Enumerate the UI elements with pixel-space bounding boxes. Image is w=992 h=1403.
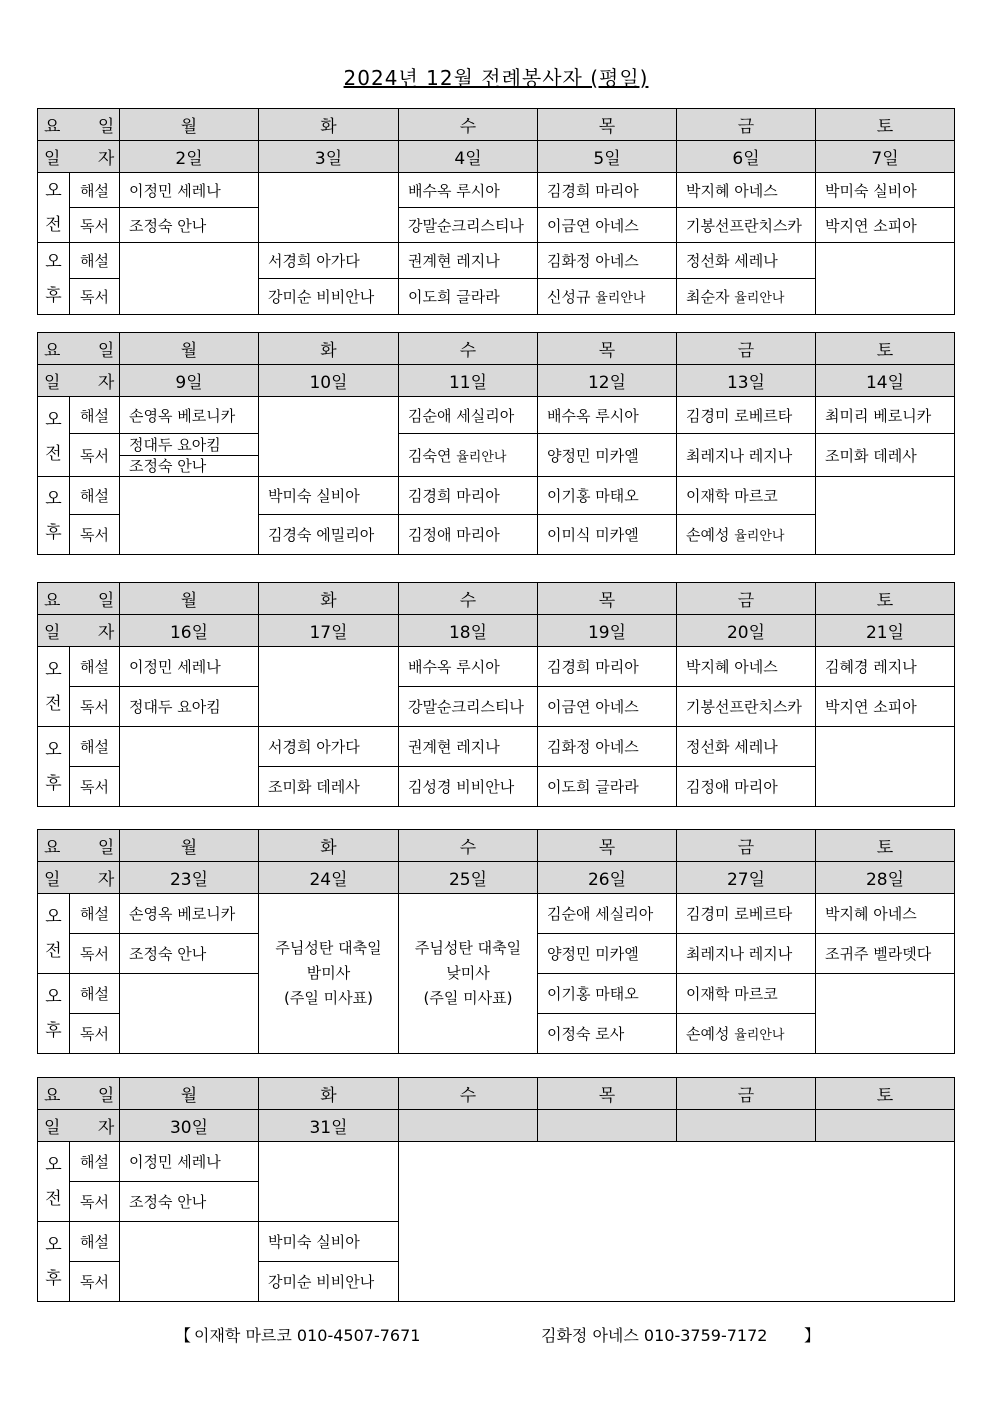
empty-cell xyxy=(120,727,259,807)
am-session-label xyxy=(38,397,70,477)
am-label-bottom: 전 xyxy=(45,1188,62,1209)
weekday-label-text: 요 일 xyxy=(44,838,131,858)
volunteer-cell xyxy=(259,515,399,555)
am-label-top: 오 xyxy=(45,1154,62,1175)
date-cell: 6일 xyxy=(677,141,816,173)
weekday-header: 수 xyxy=(399,1078,538,1110)
reading-label: 독서 xyxy=(70,208,120,243)
commentary-label: 해설 xyxy=(70,1222,120,1262)
reading-label: 독서 xyxy=(70,687,120,727)
volunteer-cell: 최미리 베로니카 xyxy=(816,397,955,434)
weekday-header: 화 xyxy=(259,333,399,365)
volunteer-name: 최순자 율리안나 xyxy=(686,288,785,306)
volunteer-cell-split xyxy=(120,434,259,477)
empty-cell xyxy=(816,243,955,315)
date-label-text: 일 자 xyxy=(44,149,131,169)
volunteer-cell xyxy=(259,767,399,807)
commentary-label: 해설 xyxy=(70,173,120,208)
volunteer-cell: 배수옥 루시아 xyxy=(399,647,538,687)
pm-label-top: 오 xyxy=(45,986,62,1007)
volunteer-cell: 박미숙 실비아 xyxy=(816,173,955,208)
volunteer-cell: 박지혜 아네스 xyxy=(677,173,816,208)
volunteer-name: 조미화 데레사 xyxy=(825,446,917,465)
volunteer-cell xyxy=(677,934,816,974)
volunteer-cell: 김경희 마리아 xyxy=(538,173,677,208)
volunteer-cell: 이기홍 마태오 xyxy=(538,974,677,1014)
christmas-mass-cell xyxy=(259,894,399,1054)
reading-label: 독서 xyxy=(70,934,120,974)
am-label-bottom: 전 xyxy=(45,940,62,961)
reading-label: 독서 xyxy=(70,767,120,807)
volunteer-cell: 서경희 아가다 xyxy=(259,727,399,767)
pm-session-label xyxy=(38,1222,70,1302)
reading-label: 독서 xyxy=(70,1014,120,1054)
volunteer-cell xyxy=(399,434,538,477)
volunteer-cell: 이정민 세레나 xyxy=(120,647,259,687)
volunteer-name: 양정민 미카엘 xyxy=(547,446,639,465)
weekday-header: 목 xyxy=(538,830,677,862)
pm-label-top: 오 xyxy=(45,251,62,272)
date-cell: 14일 xyxy=(816,365,955,397)
empty-cell xyxy=(120,1222,259,1302)
volunteer-cell: 김화정 아네스 xyxy=(538,243,677,279)
date-cell: 2일 xyxy=(120,141,259,173)
weekday-header: 토 xyxy=(816,583,955,615)
volunteer-cell xyxy=(538,687,677,727)
volunteer-cell xyxy=(538,1014,677,1054)
weekday-header: 월 xyxy=(120,583,259,615)
commentary-label: 해설 xyxy=(70,727,120,767)
weekday-header: 금 xyxy=(677,583,816,615)
pm-session-label xyxy=(38,477,70,555)
volunteer-cell xyxy=(538,934,677,974)
volunteer-cell xyxy=(538,279,677,315)
volunteer-cell: 김혜경 레지나 xyxy=(816,647,955,687)
christmas-mass-cell xyxy=(399,894,538,1054)
volunteer-cell: 정선화 세레나 xyxy=(677,243,816,279)
weekday-header: 목 xyxy=(538,1078,677,1110)
volunteer-name: 박지연 소피아 xyxy=(825,698,917,716)
date-cell xyxy=(816,1110,955,1142)
volunteer-cell: 김경희 마리아 xyxy=(399,477,538,515)
date-cell: 26일 xyxy=(538,862,677,894)
commentary-label: 해설 xyxy=(70,974,120,1014)
weekday-header: 화 xyxy=(259,1078,399,1110)
volunteer-cell: 손영옥 베로니카 xyxy=(120,894,259,934)
volunteer-cell: 김화정 아네스 xyxy=(538,727,677,767)
volunteer-cell: 서경희 아가다 xyxy=(259,243,399,279)
date-label xyxy=(38,862,131,894)
pm-session-label xyxy=(38,974,70,1054)
weekday-label-text: 요 일 xyxy=(44,1086,131,1106)
date-cell: 28일 xyxy=(816,862,955,894)
weekday-header: 화 xyxy=(259,109,399,141)
volunteer-name: 손예성 율리안나 xyxy=(686,526,785,544)
commentary-label: 해설 xyxy=(70,243,120,279)
footer-contact-1: 이재학 마르코 010-4507-7671 xyxy=(194,1326,421,1345)
weekday-label xyxy=(38,583,131,615)
am-session-label xyxy=(38,894,70,974)
date-label-text: 일 자 xyxy=(44,373,131,393)
volunteer-name: 강말순크리스티나 xyxy=(408,698,524,716)
weekday-header: 금 xyxy=(677,109,816,141)
date-cell: 21일 xyxy=(816,615,955,647)
am-session-label xyxy=(38,173,70,243)
reading-label: 독서 xyxy=(70,279,120,315)
footer-close-bracket: 】 xyxy=(804,1326,821,1345)
volunteer-cell xyxy=(538,767,677,807)
empty-cell xyxy=(816,477,955,555)
date-cell: 18일 xyxy=(399,615,538,647)
weekday-header: 토 xyxy=(816,1078,955,1110)
date-cell: 11일 xyxy=(399,365,538,397)
reading-label: 독서 xyxy=(70,1262,120,1302)
date-cell xyxy=(677,1110,816,1142)
footer-contact-2: 김화정 아네스 010-3759-7172 xyxy=(541,1326,768,1345)
special-line: (주일 미사표) xyxy=(284,989,373,1007)
date-cell: 31일 xyxy=(259,1110,399,1142)
commentary-label: 해설 xyxy=(70,477,120,515)
weekday-label xyxy=(38,1078,131,1110)
weekday-header: 목 xyxy=(538,333,677,365)
volunteer-name: 김성경 비비안나 xyxy=(408,778,515,796)
volunteer-cell xyxy=(538,208,677,243)
commentary-label: 해설 xyxy=(70,397,120,434)
weekday-header: 월 xyxy=(120,830,259,862)
volunteer-name: 이금연 아네스 xyxy=(547,698,639,716)
volunteer-name: 조정숙 안나 xyxy=(129,456,207,475)
volunteer-cell: 이재학 마르코 xyxy=(677,477,816,515)
volunteer-name: 양정민 미카엘 xyxy=(547,945,639,963)
date-cell: 17일 xyxy=(259,615,399,647)
empty-cell xyxy=(259,397,399,477)
weekday-header: 수 xyxy=(399,830,538,862)
commentary-label: 해설 xyxy=(70,894,120,934)
volunteer-cell: 강미순 비비안나 xyxy=(259,1262,399,1302)
volunteer-name: 김정애 마리아 xyxy=(408,526,500,544)
date-cell: 25일 xyxy=(399,862,538,894)
volunteer-name: 조귀주 벨라뎃다 xyxy=(825,945,932,963)
volunteer-cell xyxy=(399,515,538,555)
volunteer-cell xyxy=(120,687,259,727)
volunteer-name: 이금연 아네스 xyxy=(547,216,639,235)
volunteer-cell xyxy=(677,208,816,243)
date-cell: 24일 xyxy=(259,862,399,894)
volunteer-name: 조정숙 안나 xyxy=(129,216,207,235)
weekday-header: 목 xyxy=(538,583,677,615)
schedule-week-1 xyxy=(37,108,955,315)
volunteer-cell: 배수옥 루시아 xyxy=(399,173,538,208)
weekday-header: 토 xyxy=(816,333,955,365)
volunteer-cell xyxy=(677,687,816,727)
volunteer-name: 이정숙 로사 xyxy=(547,1025,625,1043)
volunteer-name: 정대두 요아킴 xyxy=(129,698,221,716)
date-cell: 13일 xyxy=(677,365,816,397)
volunteer-cell: 이정민 세레나 xyxy=(120,173,259,208)
volunteer-name: 강말순크리스티나 xyxy=(408,216,524,235)
volunteer-name: 이도희 글라라 xyxy=(547,778,639,796)
weekday-header: 금 xyxy=(677,830,816,862)
reading-label: 독서 xyxy=(70,515,120,555)
volunteer-name: 박지연 소피아 xyxy=(825,216,917,235)
weekday-header: 화 xyxy=(259,830,399,862)
volunteer-cell: 박지혜 아네스 xyxy=(677,647,816,687)
volunteer-name: 기봉선프란치스카 xyxy=(686,216,802,235)
footer-open-bracket: 【 xyxy=(175,1326,192,1345)
am-label-top: 오 xyxy=(45,659,62,680)
special-line: 낮미사 xyxy=(446,964,490,982)
volunteer-cell xyxy=(677,279,816,315)
page-title: 2024년 12월 전례봉사자 (평일) xyxy=(343,66,649,90)
empty-block xyxy=(399,1142,955,1302)
volunteer-name: 신성규 율리안나 xyxy=(547,288,646,306)
empty-cell xyxy=(259,1142,399,1222)
volunteer-name: 강미순 비비안나 xyxy=(268,288,375,306)
volunteer-name: 이도희 글라라 xyxy=(408,288,500,306)
volunteer-cell: 정선화 세레나 xyxy=(677,727,816,767)
volunteer-name: 정대두 요아킴 xyxy=(129,435,221,454)
weekday-header: 수 xyxy=(399,583,538,615)
volunteer-cell: 박미숙 실비아 xyxy=(259,477,399,515)
volunteer-cell: 박미숙 실비아 xyxy=(259,1222,399,1262)
volunteer-cell: 권계현 레지나 xyxy=(399,243,538,279)
pm-label-top: 오 xyxy=(45,1234,62,1255)
weekday-header: 토 xyxy=(816,830,955,862)
volunteer-name: 조정숙 안나 xyxy=(129,945,207,963)
volunteer-cell xyxy=(816,934,955,974)
weekday-header: 월 xyxy=(120,1078,259,1110)
weekday-header: 수 xyxy=(399,333,538,365)
weekday-header: 금 xyxy=(677,1078,816,1110)
commentary-label: 해설 xyxy=(70,1142,120,1182)
weekday-label-text: 요 일 xyxy=(44,591,131,611)
date-cell: 27일 xyxy=(677,862,816,894)
empty-cell xyxy=(120,974,259,1054)
weekday-header: 목 xyxy=(538,109,677,141)
date-cell: 4일 xyxy=(399,141,538,173)
volunteer-cell xyxy=(677,1014,816,1054)
volunteer-name: 최레지나 레지나 xyxy=(686,945,793,963)
date-cell xyxy=(399,1110,538,1142)
commentary-label: 해설 xyxy=(70,647,120,687)
special-line: (주일 미사표) xyxy=(423,989,513,1007)
am-session-label xyxy=(38,1142,70,1222)
weekday-header: 금 xyxy=(677,333,816,365)
pm-label-bottom: 후 xyxy=(45,285,62,306)
am-label-bottom: 전 xyxy=(45,443,62,464)
empty-cell xyxy=(816,727,955,807)
empty-cell xyxy=(259,647,399,727)
volunteer-cell xyxy=(120,934,259,974)
special-line: 주님성탄 대축일 xyxy=(414,939,522,957)
volunteer-cell: 김경희 마리아 xyxy=(538,647,677,687)
volunteer-cell xyxy=(538,515,677,555)
date-cell: 16일 xyxy=(120,615,259,647)
schedule-week-4 xyxy=(37,829,955,1054)
volunteer-cell xyxy=(399,687,538,727)
weekday-label xyxy=(38,333,131,365)
schedule-week-5 xyxy=(37,1077,955,1302)
weekday-label-text: 요 일 xyxy=(44,117,131,137)
pm-label-bottom: 후 xyxy=(45,1020,62,1041)
volunteer-name: 김정애 마리아 xyxy=(686,778,778,796)
weekday-label-text: 요 일 xyxy=(44,341,131,361)
pm-label-bottom: 후 xyxy=(45,773,62,794)
reading-label: 독서 xyxy=(70,1182,120,1222)
volunteer-cell xyxy=(677,434,816,477)
date-label xyxy=(38,365,131,397)
volunteer-cell: 김경미 로베르타 xyxy=(677,894,816,934)
empty-cell xyxy=(120,477,259,555)
weekday-header: 수 xyxy=(399,109,538,141)
volunteer-cell xyxy=(816,687,955,727)
weekday-header: 화 xyxy=(259,583,399,615)
date-cell: 19일 xyxy=(538,615,677,647)
volunteer-cell: 조정숙 안나 xyxy=(120,1182,259,1222)
date-cell: 3일 xyxy=(259,141,399,173)
am-label-top: 오 xyxy=(45,409,62,430)
weekday-header: 월 xyxy=(120,333,259,365)
weekday-label xyxy=(38,109,131,141)
volunteer-cell: 이기홍 마태오 xyxy=(538,477,677,515)
date-cell: 9일 xyxy=(120,365,259,397)
date-label-text: 일 자 xyxy=(44,870,131,890)
date-label xyxy=(38,615,131,647)
volunteer-cell: 배수옥 루시아 xyxy=(538,397,677,434)
volunteer-cell xyxy=(677,515,816,555)
volunteer-cell: 권계현 레지나 xyxy=(399,727,538,767)
volunteer-cell: 박지혜 아네스 xyxy=(816,894,955,934)
volunteer-cell xyxy=(677,767,816,807)
date-cell xyxy=(538,1110,677,1142)
volunteer-cell xyxy=(399,279,538,315)
special-line: 주님성탄 대축일 xyxy=(275,939,382,957)
volunteer-cell xyxy=(259,279,399,315)
date-cell: 23일 xyxy=(120,862,259,894)
volunteer-cell xyxy=(120,208,259,243)
volunteer-cell: 손영옥 베로니카 xyxy=(120,397,259,434)
date-cell: 5일 xyxy=(538,141,677,173)
volunteer-name: 조미화 데레사 xyxy=(268,778,360,796)
volunteer-cell: 김순애 세실리아 xyxy=(399,397,538,434)
pm-label-top: 오 xyxy=(45,739,62,760)
pm-label-top: 오 xyxy=(45,488,62,509)
am-label-top: 오 xyxy=(45,906,62,927)
am-label-bottom: 전 xyxy=(45,214,62,235)
volunteer-name: 김숙연 율리안나 xyxy=(408,446,507,465)
weekday-label xyxy=(38,830,131,862)
date-label-text: 일 자 xyxy=(44,623,131,643)
date-cell: 10일 xyxy=(259,365,399,397)
volunteer-name: 최레지나 레지나 xyxy=(686,446,793,465)
volunteer-name: 이미식 미카엘 xyxy=(547,526,639,544)
am-label-bottom: 전 xyxy=(45,693,62,714)
volunteer-cell: 이정민 세레나 xyxy=(120,1142,259,1182)
empty-cell xyxy=(120,243,259,315)
volunteer-cell xyxy=(538,434,677,477)
volunteer-name: 기봉선프란치스카 xyxy=(686,698,802,716)
date-cell: 12일 xyxy=(538,365,677,397)
reading-label: 독서 xyxy=(70,434,120,477)
volunteer-name: 손예성 율리안나 xyxy=(686,1025,785,1043)
date-label-text: 일 자 xyxy=(44,1118,131,1138)
volunteer-cell: 김경미 로베르타 xyxy=(677,397,816,434)
volunteer-cell: 김순애 세실리아 xyxy=(538,894,677,934)
schedule-week-3 xyxy=(37,582,955,807)
date-cell: 30일 xyxy=(120,1110,259,1142)
pm-label-bottom: 후 xyxy=(45,1268,62,1289)
schedule-week-2 xyxy=(37,332,955,555)
empty-cell xyxy=(259,173,399,243)
volunteer-cell xyxy=(816,434,955,477)
date-label xyxy=(38,1110,131,1142)
weekday-header: 월 xyxy=(120,109,259,141)
pm-label-bottom: 후 xyxy=(45,522,62,543)
volunteer-cell xyxy=(816,208,955,243)
am-label-top: 오 xyxy=(45,180,62,201)
volunteer-cell: 이재학 마르코 xyxy=(677,974,816,1014)
pm-session-label xyxy=(38,727,70,807)
volunteer-name: 김경숙 에밀리아 xyxy=(268,526,375,544)
volunteer-cell xyxy=(399,767,538,807)
date-cell: 20일 xyxy=(677,615,816,647)
special-line: 밤미사 xyxy=(306,964,351,982)
weekday-header: 토 xyxy=(816,109,955,141)
date-cell: 7일 xyxy=(816,141,955,173)
pm-session-label xyxy=(38,243,70,315)
volunteer-cell xyxy=(399,208,538,243)
am-session-label xyxy=(38,647,70,727)
empty-cell xyxy=(816,974,955,1054)
date-label xyxy=(38,141,131,173)
